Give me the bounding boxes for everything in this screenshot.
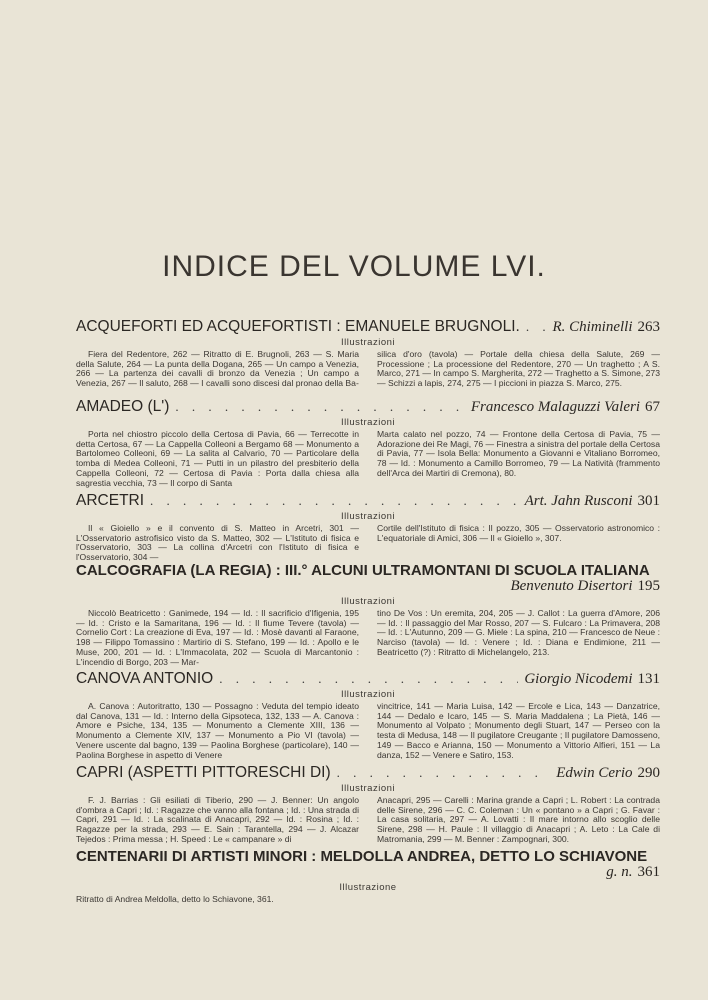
entry-page-number: 301 [637,493,660,509]
index-entry-capri [76,764,660,845]
entry-page-number: 131 [637,671,660,687]
entry-page-number: 290 [637,765,660,781]
entry-page-number: 361 [637,864,660,880]
illustrations-left-column: A. Canova : Autoritratto, 130 — Possagno : Veduta del tempio ideato dal Canova, 131 — Id. : Interno della Gipsoteca, 132, 133 — A. Canova : Amore e Psiche, 134, 135 — Monumento a Clemente XIII, 136 — Monumento a Clemente XIV, 137 — Monumento a Pio VI (tavola) — Venere uscente dal bagno, 139 — Paolina Borghese (particolare), 140 — Paolina Borghese in aspetto di Venere [76,701,359,760]
illustrations-left-column: Porta nel chiostro piccolo della Certosa di Pavia, 66 — Terrecotte in detta Certosa, 67 — La Cappella Colleoni a Bergamo 68 — Monumento a Bartolomeo Colleoni, 69 — La salita al Calvario, 70 — Particolare della tomba di Medea Colleoni, 71 — Putti in un pilastro del presbiterio della Cappella Colleoni, 72 — Certosa di Pavia : Porta dalla chiesa alla sagrestia vecchia, 73 — Il corpo di Santa [76,429,359,488]
entry-heading: ARCETRI [76,492,145,509]
illustrations-left-column: Il « Gioiello » e il convento di S. Matteo in Arcetri, 301 — L'Osservatorio astrofisico visto da S. Matteo, 302 — L'Istituto di fisica e l'Osservatorio, 303 — La collina d'Arcetri con l'Istituto di fisica e l'Osservatorio, 304 — [76,523,359,563]
illustrations-label: Illustrazioni [340,596,396,607]
illustrations-left-column: F. J. Barrias : Gli esiliati di Tiberio, 290 — J. Benner: Un angolo d'ombra a Capri ; Id. : Ragazze che vanno alla fontana ; Id. : Una strada di Capri, 291 — Id. : La scalinata di Anacapri, 292 — Id. : Rosina ; Id. : Ragazze per la strada, 293 — E. Sain : Tarantella, 294 — J. Alcazar Tejedos : Prima messa ; H. Speed : Le « campanare » di [76,795,359,844]
index-entry-acqueforti [76,318,660,389]
leader-dots [526,319,547,335]
entry-page-number: 67 [645,399,660,415]
entry-header [76,318,660,336]
illustrations-left-column: Fiera del Redentore, 262 — Ritratto di E. Brugnoli, 263 — S. Maria della Salute, 264 — La punta della Dogana, 265 — Un campo a Venezia, 266 — La partenza dei cavalli di bronzo da Venezia ; Un campo a Venezia, 267 — Il saluto, 268 — I cavalli sono discesi dal pronao della Ba- [76,349,359,389]
illustrations-single-line: Ritratto di Andrea Meldolla, detto lo Schiavone, 361. [76,894,274,904]
leader-dots [175,399,464,415]
illustrations-right-column: Cortile dell'Istituto di fisica : Il pozzo, 305 — Osservatorio astronomico : L'equatoriale di Amici, 306 — Il « Gioiello », 307. [377,523,660,543]
index-entry-canova [76,670,660,760]
entry-author: Edwin Cerio [556,765,633,781]
entry-heading: AMADEO (L') [76,398,170,415]
entry-header [76,492,660,510]
illustrations-label: Illustrazioni [340,417,396,428]
entry-author-line [76,578,660,595]
entry-header [76,670,660,688]
entry-author: Benvenuto Disertori [510,578,633,594]
page-title: INDICE DEL VOLUME LVI. [162,250,546,283]
entry-header [76,562,660,579]
entry-author-line [76,864,660,881]
entry-header [76,398,660,416]
illustrations-right-column: Anacapri, 295 — Carelli : Marina grande a Capri ; L. Robert : La contrada delle Sirene, 296 — C. C. Coleman : Un « pontano » a Capri ; G. Favar : La casa solitaria, 297 — A. Lovatti : Il mare intorno allo scoglio delle Sirene, 298 — H. Paule : Il villaggio di Anacapri ; A. Leto : La Cale di Matromania, 299 — M. Benner : Zampognari, 300. [377,795,660,844]
entry-author: Francesco Malaguzzi Valeri [470,399,640,415]
illustrations-label: Illustrazioni [340,689,396,700]
entry-author: Giorgio Nicodemi [524,671,633,687]
entry-heading: CAPRI (ASPETTI PITTORESCHI DI) [76,764,331,781]
entry-author: Art. Jahn Rusconi [524,493,633,509]
leader-dots [219,671,518,687]
index-entry-centenarii [76,848,660,905]
index-entry-arcetri [76,492,660,563]
illustrations-right-column: tino De Vos : Un eremita, 204, 205 — J. Callot : La guerra d'Amore, 206 — Id. : Il passaggio del Mar Rosso, 207 — S. Fulcaro : La Primavera, 208 — Id. : L'Autunno, 209 — G. Miele : La spina, 210 — Francesco de Neue : Narciso (tavola) — Id. : Venere ; Id. : Diana e Endimione, 211 — Beatricetto (?) : Ritratto di Michelangelo, 213. [377,608,660,657]
illustrations-right-column: Marta calato nel pozzo, 74 — Frontone della Certosa di Pavia, 75 — Adorazione dei Re Magi, 76 — Finestra a sinistra del portale della Certosa di Pavia, 77 — Isola Bella: Monumento a Giovanni e Vitaliano Borromeo, 78 — Id. : Monumento a Camillo Borromeo, 79 — La Natività (frammento dell'Arca dei Martiri di Cremona), 80. [377,429,660,478]
entry-author: R. Chiminelli [552,319,633,335]
entry-heading: CALCOGRAFIA (LA REGIA) : III.° ALCUNI ULTRAMONTANI DI SCUOLA ITALIANA [76,562,650,579]
entry-page-number: 263 [637,319,660,335]
illustrations-label: Illustrazione [339,882,397,893]
index-entry-calcografia [76,562,660,667]
index-entry-amadeo [76,398,660,488]
entry-header [76,764,660,782]
entry-page-number: 195 [637,578,660,594]
leader-dots [337,765,551,781]
illustrations-right-column: silica d'oro (tavola) — Portale della chiesa della Salute, 269 — Processione ; La processione del Redentore, 270 — Un traghetto ; A S. Marco, 271 — In campo S. Margherita, 272 — Traghetto a S. Simone, 273 — Schizzi a lapis, 274, 275 — I piccioni in piazza S. Marco, 275. [377,349,660,389]
illustrations-label: Illustrazioni [340,511,396,522]
entry-author: g. n. [606,864,633,880]
entry-heading: CENTENARII DI ARTISTI MINORI : MELDOLLA ANDREA, DETTO LO SCHIAVONE [76,848,648,865]
entry-heading: CANOVA ANTONIO [76,670,214,687]
illustrations-label: Illustrazioni [340,783,396,794]
illustrations-right-column: vincitrice, 141 — Maria Luisa, 142 — Ercole e Lica, 143 — Danzatrice, 144 — Dedalo e Icaro, 145 — S. Maria Maddalena ; La Pietà, 146 — Monumento al Volpato ; Monumento degli Stuart, 147 — Perseo con la testa di Medusa, 148 — Il pugilatore Creugante ; Il pugilatore Damosseno, 149 — Bacco e Arianna, 150 — Monumento a Vittorio Alfieri, 151 — La danza, 152 — Venere e Satiro, 153. [377,701,660,760]
leader-dots [150,493,519,509]
entry-heading: ACQUEFORTI ED ACQUEFORTISTI : EMANUELE BRUGNOLI. [76,318,520,335]
illustrations-left-column: Niccolò Beatricetto : Ganimede, 194 — Id. : Il sacrificio d'Ifigenia, 195 — Id. : Cristo e la Samaritana, 196 — Id. : Il fiume Tevere (tavola) — Cornelio Cort : La creazione di Eva, 197 — Id. : Mosè davanti al Faraone, 198 — Filippo Tomassino : Martirio di S. Stefano, 199 — Id. : Apollo e le Muse, 200, 201 — Id. : L'Immacolata, 202 — Scuola di Marcantonio : L'incendio di Borgo, 203 — Mar- [76,608,359,667]
illustrations-label: Illustrazioni [340,337,396,348]
entry-header [76,848,660,865]
